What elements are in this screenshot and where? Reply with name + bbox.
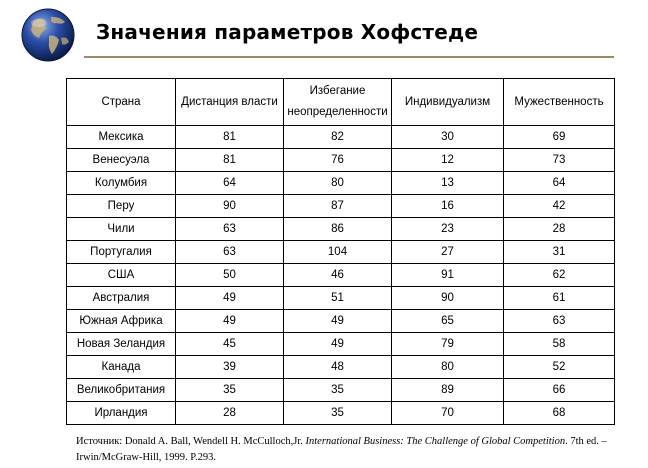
value-cell: 63: [504, 310, 615, 333]
title-underline: [84, 56, 614, 58]
source-citation: [76, 434, 636, 466]
table-row: [67, 356, 615, 379]
value-cell: 58: [504, 333, 615, 356]
value-cell: 31: [504, 241, 615, 264]
table-row: [67, 402, 615, 425]
value-cell: 49: [284, 333, 392, 356]
table-row: [67, 172, 615, 195]
column-header-masculinity: Мужественность: [504, 79, 615, 126]
table-row: [67, 218, 615, 241]
value-cell: 45: [176, 333, 284, 356]
value-cell: 65: [392, 310, 504, 333]
value-cell: 51: [284, 287, 392, 310]
value-cell: 35: [176, 379, 284, 402]
country-cell: Великобритания: [67, 379, 176, 402]
table-row: [67, 195, 615, 218]
country-cell: Мексика: [67, 126, 176, 149]
value-cell: 90: [176, 195, 284, 218]
column-header-uncertainty-avoidance: [284, 79, 392, 126]
country-cell: Южная Африка: [67, 310, 176, 333]
table-row: [67, 287, 615, 310]
table-row: [67, 379, 615, 402]
value-cell: 23: [392, 218, 504, 241]
table-row: [67, 126, 615, 149]
value-cell: 35: [284, 402, 392, 425]
table-row: [67, 264, 615, 287]
value-cell: 91: [392, 264, 504, 287]
country-cell: Австралия: [67, 287, 176, 310]
value-cell: 30: [392, 126, 504, 149]
value-cell: 66: [504, 379, 615, 402]
source-prefix: Источник: Donald A. Ball, Wendell H. McCulloch,Jr.: [76, 436, 306, 447]
country-cell: США: [67, 264, 176, 287]
table-header-row: [67, 79, 615, 126]
value-cell: 16: [392, 195, 504, 218]
value-cell: 63: [176, 218, 284, 241]
value-cell: 81: [176, 149, 284, 172]
table-row: [67, 149, 615, 172]
value-cell: 81: [176, 126, 284, 149]
value-cell: 82: [284, 126, 392, 149]
country-cell: Венесуэла: [67, 149, 176, 172]
value-cell: 104: [284, 241, 392, 264]
source-book-title: International Business: The Challenge of Global Competition: [305, 436, 566, 447]
value-cell: 50: [176, 264, 284, 287]
value-cell: 73: [504, 149, 615, 172]
value-cell: 49: [284, 310, 392, 333]
value-cell: 62: [504, 264, 615, 287]
value-cell: 70: [392, 402, 504, 425]
country-cell: Новая Зеландия: [67, 333, 176, 356]
column-header-individualism: Индивидуализм: [392, 79, 504, 126]
value-cell: 90: [392, 287, 504, 310]
country-cell: Португалия: [67, 241, 176, 264]
value-cell: 80: [392, 356, 504, 379]
globe-icon: [21, 8, 75, 62]
value-cell: 48: [284, 356, 392, 379]
value-cell: 52: [504, 356, 615, 379]
table-row: [67, 333, 615, 356]
value-cell: 76: [284, 149, 392, 172]
column-header-country: Страна: [67, 79, 176, 126]
page-title: Значения параметров Хофстеде: [96, 20, 479, 44]
value-cell: 46: [284, 264, 392, 287]
value-cell: 69: [504, 126, 615, 149]
country-cell: Ирландия: [67, 402, 176, 425]
source-suffix: . 7th ed. – Irwin/McGraw-Hill, 1999. P.293.: [76, 436, 607, 463]
table-row: [67, 241, 615, 264]
hofstede-table: [66, 78, 615, 425]
value-cell: 42: [504, 195, 615, 218]
value-cell: 28: [176, 402, 284, 425]
value-cell: 13: [392, 172, 504, 195]
value-cell: 86: [284, 218, 392, 241]
country-cell: Канада: [67, 356, 176, 379]
country-cell: Колумбия: [67, 172, 176, 195]
value-cell: 49: [176, 310, 284, 333]
value-cell: 87: [284, 195, 392, 218]
value-cell: 80: [284, 172, 392, 195]
table-body: [67, 126, 615, 425]
value-cell: 49: [176, 287, 284, 310]
value-cell: 64: [504, 172, 615, 195]
column-header-power-distance: Дистанция власти: [176, 79, 284, 126]
value-cell: 79: [392, 333, 504, 356]
column-header-uncertainty-line2: неопределенности: [287, 106, 388, 118]
country-cell: Перу: [67, 195, 176, 218]
value-cell: 27: [392, 241, 504, 264]
column-header-uncertainty-line1: Избегание: [309, 85, 366, 97]
country-cell: Чили: [67, 218, 176, 241]
value-cell: 89: [392, 379, 504, 402]
value-cell: 28: [504, 218, 615, 241]
value-cell: 39: [176, 356, 284, 379]
value-cell: 35: [284, 379, 392, 402]
value-cell: 61: [504, 287, 615, 310]
table-row: [67, 310, 615, 333]
value-cell: 68: [504, 402, 615, 425]
value-cell: 63: [176, 241, 284, 264]
value-cell: 64: [176, 172, 284, 195]
value-cell: 12: [392, 149, 504, 172]
